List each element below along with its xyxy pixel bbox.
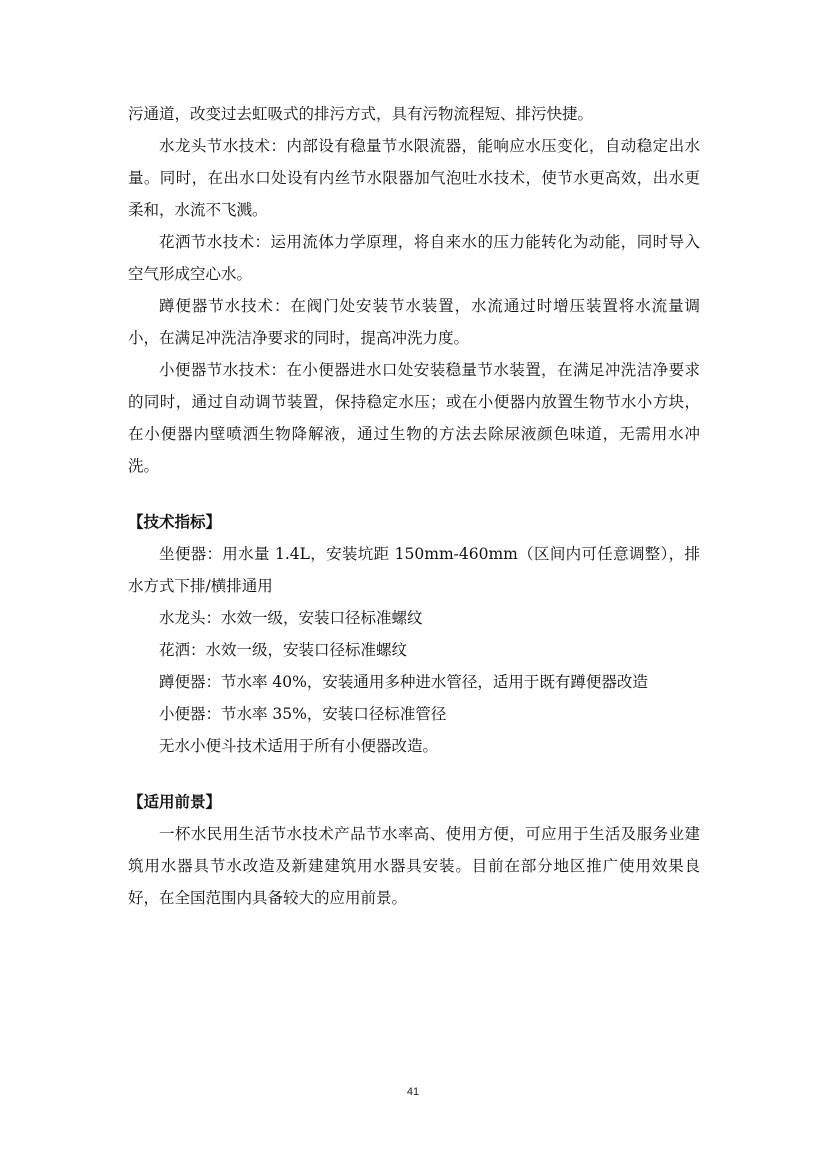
tech-item-waterless: 无水小便斗技术适用于所有小便器改造。 [159, 737, 439, 755]
tech-item-urinal: 小便器：节水率 35%，安装口径标准管径 [159, 705, 447, 723]
tech-item-squat-toilet: 蹲便器：节水率 40%，安装通用多种进水管径，适用于既有蹲便器改造 [159, 673, 648, 691]
tech-item-toilet: 坐便器：用水量 1.4L，安装坑距 150mm-460mm（区间内可任意调整），排水方式下排/横排通用 [128, 545, 700, 595]
paragraph-shower: 花洒节水技术：运用流体力学原理，将自来水的压力能转化为动能，同时导入空气形成空心水。 [128, 233, 700, 283]
tech-indicators-heading: 【技术指标】 [128, 512, 222, 531]
page-number: 41 [406, 1086, 420, 1098]
paragraph-squat-toilet: 蹲便器节水技术：在阀门处安装节水装置，水流通过时增压装置将水流量调小，在满足冲洗洁净要求的同时，提高冲洗力度。 [128, 297, 700, 347]
prospect-heading: 【适用前景】 [128, 792, 222, 811]
document-body [128, 98, 700, 914]
tech-item-faucet: 水龙头：水效一级，安装口径标准螺纹 [159, 609, 423, 627]
paragraph-continued: 污通道，改变过去虹吸式的排污方式，具有污物流程短、排污快捷。 [128, 105, 594, 123]
prospect-paragraph: 一杯水民用生活节水技术产品节水率高、使用方便，可应用于生活及服务业建筑用水器具节水改造及新建建筑用水器具安装。目前在部分地区推广使用效果良好，在全国范围内具备较大的应用前景。 [128, 825, 700, 907]
tech-item-shower: 花洒：水效一级，安装口径标准螺纹 [159, 641, 408, 659]
paragraph-urinal: 小便器节水技术：在小便器进水口处安装稳量节水装置，在满足冲洗洁净要求的同时，通过自动调节装置，保持稳定水压；或在小便器内放置生物节水小方块，在小便器内壁喷洒生物降解液，通过生物的方法去除尿液颜色味道，无需用水冲洗。 [128, 361, 700, 475]
paragraph-faucet: 水龙头节水技术：内部设有稳量节水限流器，能响应水压变化，自动稳定出水量。同时，在出水口处设有内丝节水限器加气泡吐水技术，使节水更高效，出水更柔和，水流不飞溅。 [128, 137, 700, 219]
